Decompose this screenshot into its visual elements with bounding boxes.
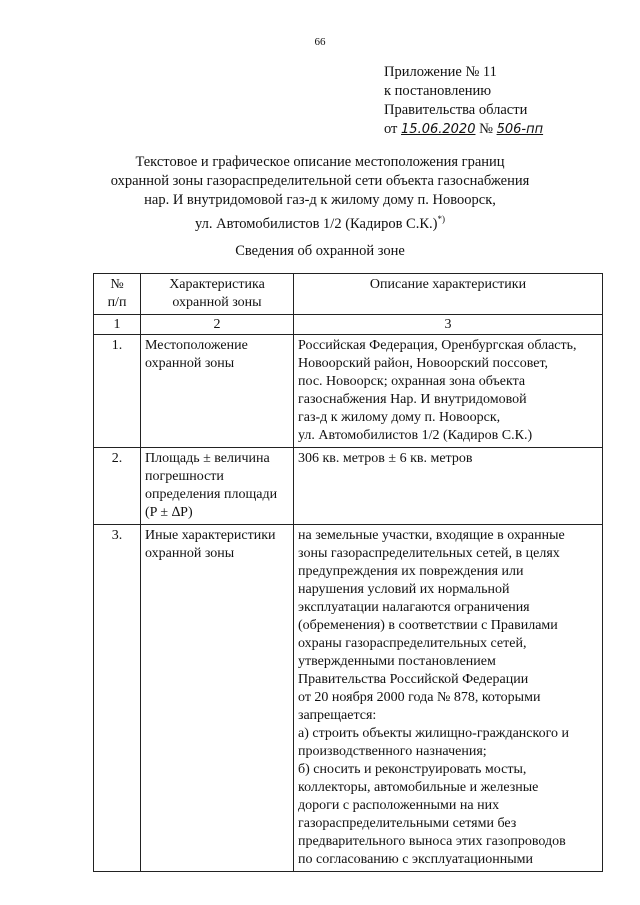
table-row [94, 448, 603, 525]
title-line-3: нар. И внутридомовой газ-д к жилому дому п. Новоорск, [144, 192, 496, 208]
row-characteristic [141, 448, 294, 525]
description-line: 306 кв. метров ± 6 кв. метров [298, 451, 473, 466]
table-row [94, 335, 603, 448]
appendix-line-4 [384, 120, 543, 139]
row-description [294, 448, 603, 525]
appendix-number-prefix: № [479, 121, 493, 137]
description-line: а) строить объекты жилищно-гражданского и [298, 726, 569, 741]
row-number: 2. [94, 448, 141, 525]
protection-zone-table [93, 273, 603, 872]
page-number: 66 [314, 36, 326, 48]
description-line: газораспределительными сетями без [298, 816, 517, 831]
header-num [94, 274, 141, 315]
appendix-date: 15.06.2020 [401, 122, 476, 137]
index-row [94, 315, 603, 335]
title-footnote-mark: *) [437, 214, 445, 224]
section-title: Сведения об охранной зоне [235, 243, 405, 259]
row-characteristic [141, 525, 294, 872]
characteristic-line: охранной зоны [145, 546, 235, 561]
description-line: (обременения) в соответствии с Правилами [298, 618, 558, 633]
header-char-line-1: Характеристика [169, 277, 265, 292]
characteristic-line: определения площади [145, 487, 278, 502]
header-characteristic [141, 274, 294, 315]
characteristic-line: Местоположение [145, 338, 248, 353]
row-description [294, 335, 603, 448]
description-line: предварительного выноса этих газопроводов [298, 834, 566, 849]
appendix-from-prefix: от [384, 121, 398, 137]
table-row [94, 525, 603, 872]
description-line: запрещается: [298, 708, 377, 723]
description-line: коллекторы, автомобильные и железные [298, 780, 539, 795]
description-line: производственного назначения; [298, 744, 487, 759]
document-title [0, 153, 640, 234]
appendix-block [384, 63, 543, 139]
description-line: зоны газораспределительных сетей, в целях [298, 546, 560, 561]
header-char-line-2: охранной зоны [172, 295, 262, 310]
description-line: Правительства Российской Федерации [298, 672, 529, 687]
index-cell-3: 3 [294, 315, 603, 335]
title-line-2: охранной зоны газораспределительной сети объекта газоснабжения [110, 173, 530, 189]
description-line: Новоорский район, Новоорский поссовет, [298, 356, 549, 371]
appendix-line-1: Приложение № 11 [384, 64, 497, 80]
description-line: на земельные участки, входящие в охранные [298, 528, 565, 543]
characteristic-line: охранной зоны [145, 356, 235, 371]
appendix-line-2: к постановлению [384, 83, 492, 99]
table-header-row [94, 274, 603, 315]
description-line: от 20 ноября 2000 года № 878, которыми [298, 690, 541, 705]
description-line: нарушения условий их нормальной [298, 582, 510, 597]
characteristic-line: (P ± ∆P) [145, 505, 193, 520]
description-line: б) сносить и реконструировать мосты, [298, 762, 527, 777]
header-description: Описание характеристики [294, 274, 603, 315]
description-line: пос. Новоорск; охранная зона объекта [298, 374, 526, 389]
appendix-number: 506-пп [496, 122, 544, 137]
description-line: утвержденными постановлением [298, 654, 496, 669]
description-line: газ-д к жилому дому п. Новоорск, [298, 410, 501, 425]
description-line: эксплуатации налагаются ограничения [298, 600, 530, 615]
characteristic-line: Иные характеристики [145, 528, 276, 543]
description-line: ул. Автомобилистов 1/2 (Кадиров С.К.) [298, 428, 533, 443]
index-cell-2: 2 [141, 315, 294, 335]
characteristic-line: Площадь ± величина [145, 451, 270, 466]
row-description [294, 525, 603, 872]
description-line: предупреждения их повреждения или [298, 564, 524, 579]
row-number: 1. [94, 335, 141, 448]
title-line-4 [0, 210, 640, 234]
row-characteristic [141, 335, 294, 448]
description-line: дороги с расположенными на них [298, 798, 500, 813]
title-line-1: Текстовое и графическое описание местоположения границ [135, 154, 505, 170]
title-line-4-text: ул. Автомобилистов 1/2 (Кадиров С.К.) [195, 215, 438, 232]
description-line: охраны газораспределительных сетей, [298, 636, 527, 651]
header-num-line-2: п/п [107, 295, 127, 310]
characteristic-line: погрешности [145, 469, 224, 484]
header-num-line-1: № [110, 277, 124, 292]
description-line: Российская Федерация, Оренбургская область, [298, 338, 577, 353]
appendix-line-3: Правительства области [384, 102, 528, 118]
description-line: газоснабжения Нар. И внутридомовой [298, 392, 527, 407]
row-number: 3. [94, 525, 141, 872]
index-cell-1: 1 [94, 315, 141, 335]
description-line: по согласованию с эксплуатационными [298, 852, 533, 867]
